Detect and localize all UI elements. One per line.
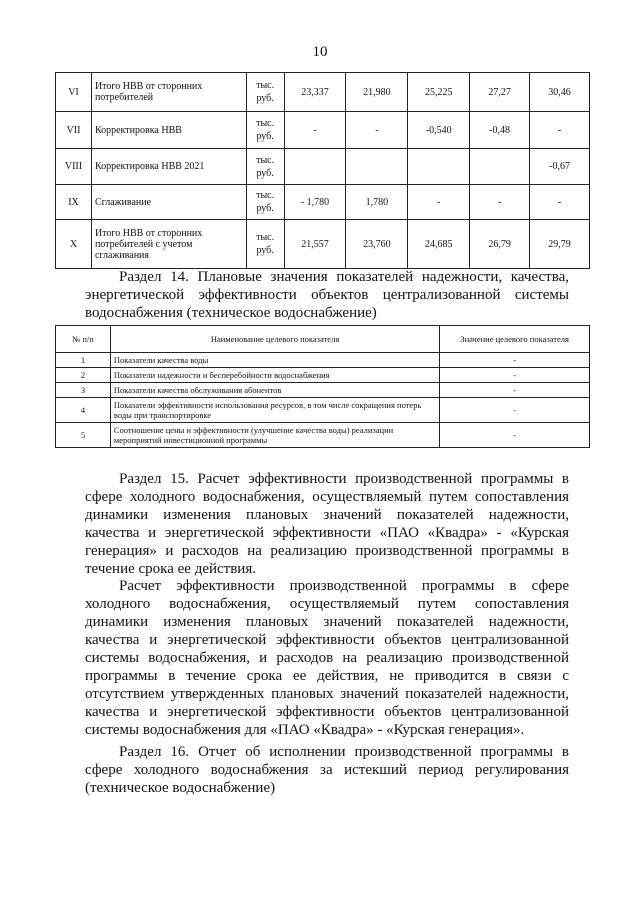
- row-number: 3: [56, 383, 111, 398]
- indicator-value: -: [440, 353, 590, 368]
- cell-value: -: [284, 112, 346, 149]
- cell-value: [408, 149, 470, 185]
- row-number: 2: [56, 368, 111, 383]
- row-name: Корректировка НВВ: [91, 112, 246, 149]
- cell-value: -: [346, 112, 408, 149]
- cell-value: -0,48: [470, 112, 530, 149]
- row-number: VIII: [56, 149, 92, 185]
- row-unit: тыс. руб.: [246, 112, 284, 149]
- row-name: Корректировка НВВ 2021: [91, 149, 246, 185]
- cell-value: [470, 149, 530, 185]
- table-row: [56, 112, 590, 149]
- header-value: Значение целевого показателя: [440, 326, 590, 353]
- cell-value: [346, 149, 408, 185]
- row-number: VII: [56, 112, 92, 149]
- row-unit: тыс. руб.: [246, 149, 284, 185]
- row-number: 4: [56, 398, 111, 423]
- nvv-table: [55, 72, 590, 269]
- indicator-name: Соотношение цены и эффективности (улучшение качества воды) реализации мероприятий инвестиционной программы: [110, 423, 439, 448]
- indicator-value: -: [440, 383, 590, 398]
- indicator-name: Показатели надежности и бесперебойности водоснабжения: [110, 368, 439, 383]
- row-unit: тыс. руб.: [246, 220, 284, 269]
- row-unit: тыс. руб.: [246, 73, 284, 112]
- section-15-paragraph-2: Расчет эффективности производственной программы в сфере холодного водоснабжения, осуществляемый путем сопоставления динамики изменения плановых значений показателей надежности, качества и энергетической эффективности объектов централизованной системы водоснабжения, и расходов на реализацию производственной программы в течение срока ее действия, не приводится в связи с отсутствием утвержденных плановых значений показателей надежности, качества и энергетической эффективности объектов централизованной системы водоснабжения для «ПАО «Квадра» - «Курская генерация».: [85, 578, 569, 738]
- row-unit: тыс. руб.: [246, 185, 284, 220]
- cell-value: 26,79: [470, 220, 530, 269]
- cell-value: 25,225: [408, 73, 470, 112]
- row-number: X: [56, 220, 92, 269]
- table-row: [56, 368, 590, 383]
- row-number: VI: [56, 73, 92, 112]
- page-number: 10: [312, 44, 328, 60]
- cell-value: [284, 149, 346, 185]
- cell-value: 21,557: [284, 220, 346, 269]
- row-name: Итого НВВ от сторонних потребителей с учетом сглаживания: [91, 220, 246, 269]
- cell-value: - 1,780: [284, 185, 346, 220]
- table-row: [56, 383, 590, 398]
- section-15-paragraph: Раздел 15. Расчет эффективности производственной программы в сфере холодного водоснабжения, осуществляемый путем сопоставления динамики изменения плановых значений показателей надежности, качества и энергетической эффективности «ПАО «Квадра» - «Курская генерация» и расходов на реализацию производственной программы в течение срока ее действия.: [85, 471, 569, 577]
- header-number: № п/п: [56, 326, 111, 353]
- table-row: [56, 185, 590, 220]
- cell-value: -0,67: [530, 149, 590, 185]
- cell-value: -: [470, 185, 530, 220]
- cell-value: -: [408, 185, 470, 220]
- indicator-value: -: [440, 423, 590, 448]
- table-header-row: [56, 326, 590, 353]
- section-14-heading: [85, 268, 569, 322]
- cell-value: 1,780: [346, 185, 408, 220]
- cell-value: 24,685: [408, 220, 470, 269]
- row-number: IX: [56, 185, 92, 220]
- table-row: [56, 423, 590, 448]
- row-number: 5: [56, 423, 111, 448]
- cell-value: 27,27: [470, 73, 530, 112]
- indicator-name: Показатели качества обслуживания абонентов: [110, 383, 439, 398]
- table-row: [56, 353, 590, 368]
- target-indicators-table: [55, 325, 590, 448]
- section-16-heading: Раздел 16. Отчет об исполнении производственной программы в сфере холодного водоснабжения за истекший период регулирования (техническое водоснабжение): [85, 744, 569, 796]
- table-row: [56, 73, 590, 112]
- cell-value: 29,79: [530, 220, 590, 269]
- indicator-name: Показатели качества воды: [110, 353, 439, 368]
- section-14-line: энергетической эффективности объектов централизованной системы: [85, 287, 569, 303]
- indicator-name: Показатели эффективности использования ресурсов, в том числе сокращения потерь воды при транспортировке: [110, 398, 439, 423]
- row-name: Сглаживание: [91, 185, 246, 220]
- table-row: [56, 220, 590, 269]
- indicator-value: -: [440, 368, 590, 383]
- table-row: [56, 149, 590, 185]
- header-indicator: Наименование целевого показателя: [110, 326, 439, 353]
- cell-value: -: [530, 185, 590, 220]
- cell-value: -: [530, 112, 590, 149]
- table-row: [56, 398, 590, 423]
- section-14-line: водоснабжения (техническое водоснабжение): [85, 305, 377, 321]
- row-name: Итого НВВ от сторонних потребителей: [91, 73, 246, 112]
- section-14-line: Раздел 14. Плановые значения показателей надежности, качества,: [119, 269, 569, 285]
- cell-value: 23,760: [346, 220, 408, 269]
- cell-value: 21,980: [346, 73, 408, 112]
- indicator-value: -: [440, 398, 590, 423]
- cell-value: -0,540: [408, 112, 470, 149]
- cell-value: 23,337: [284, 73, 346, 112]
- row-number: 1: [56, 353, 111, 368]
- cell-value: 30,46: [530, 73, 590, 112]
